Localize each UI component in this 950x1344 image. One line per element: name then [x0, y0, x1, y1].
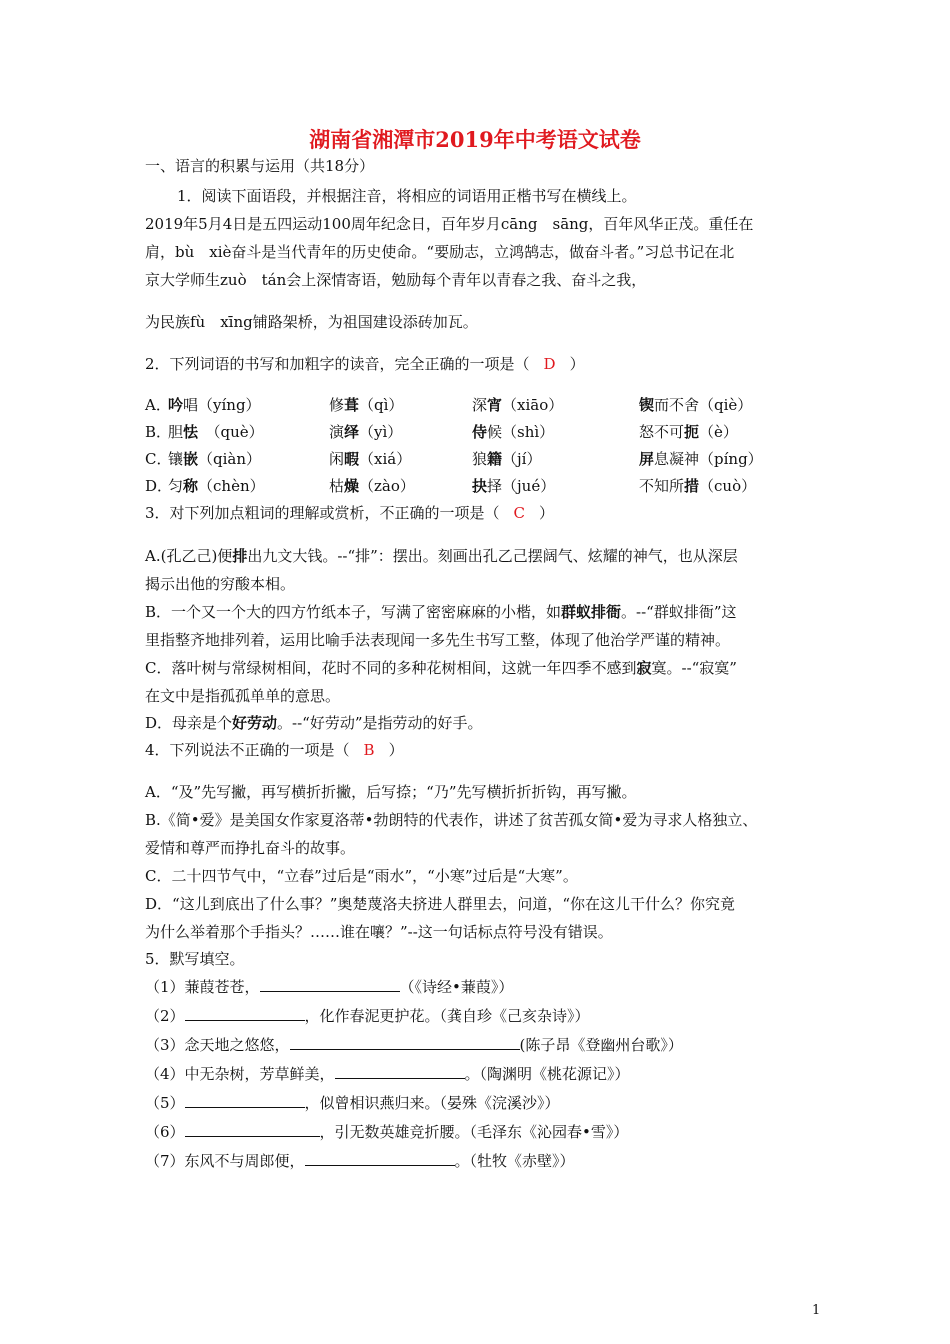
q4-prompt: 4．下列说法不正确的一项是（ B ）	[145, 741, 404, 759]
option-item: 匀称（chèn）	[168, 477, 265, 495]
q2-prompt-text: 2．下列词语的书写和加粗字的读音，完全正确的一项是（	[145, 355, 530, 373]
q3-answer: C	[513, 504, 526, 522]
q2-answer: D	[543, 355, 556, 373]
q4-option: C．二十四节气中，“立春”过后是“雨水”，“小寒”过后是“大寒”。	[145, 867, 578, 885]
q3-option-b: B．一个又一个大的四方竹纸本子，写满了密密麻麻的小楷，如群蚁排衙。--“群蚁排衙”这	[145, 603, 737, 621]
answer-blank[interactable]	[185, 1122, 320, 1137]
answer-blank[interactable]	[185, 1006, 305, 1021]
q5-prompt: 5．默写填空。	[145, 950, 245, 968]
fill-item: （5） ，似曾相识燕归来。（晏殊《浣溪沙》）	[145, 1094, 560, 1112]
option-item: 狼籍（jí）	[472, 450, 542, 468]
option-item: 锲而不舍（qiè）	[639, 396, 753, 414]
page-number: 1	[812, 1303, 821, 1318]
option-item: 屏息凝神（píng）	[639, 450, 763, 468]
option-label: B．	[145, 423, 172, 441]
option-item: 修葺（qì）	[329, 396, 404, 414]
fill-item: （1）蒹葭苍苍， （《诗经•蒹葭》）	[145, 978, 514, 996]
section-heading: 一、语言的积累与运用（共18分）	[145, 157, 375, 175]
q1-line: 京大学师生zuò tán会上深情寄语，勉励每个青年以青春之我、奋斗之我，	[145, 271, 647, 289]
option-label: A．	[145, 396, 171, 414]
q1-line: 2019年5月4日是五四运动100周年纪念日，百年岁月cāng sāng，百年风华正茂。重任在	[145, 215, 754, 233]
q3-option-c: C．落叶树与常绿树相间，花时不同的多种花树相间，这就一年四季不感到寂寞。--“寂寞”	[145, 659, 737, 677]
q3-option-b-cont: 里指整齐地排列着，运用比喻手法表现闻一多先生书写工整，体现了他治学严谨的精神。	[145, 631, 731, 649]
option-label: D．	[145, 477, 173, 495]
q2-close: ）	[569, 355, 585, 373]
option-label: C．	[145, 450, 172, 468]
q4-answer: B	[363, 741, 375, 759]
q4-option: D．“这儿到底出了什么事？”奥楚蔑洛夫挤进人群里去，问道，“你在这儿干什么？你究竟	[145, 895, 736, 913]
q3-option-a: A.(孔乙己)便排出九文大钱。--“排”：摆出。刻画出孔乙己摆阔气、炫耀的神气，也从深层	[145, 547, 738, 565]
q3-option-d: D．母亲是个好劳动。--“好劳动”是指劳动的好手。	[145, 714, 483, 732]
q3-option-c-cont: 在文中是指孤孤单单的意思。	[145, 687, 341, 705]
option-item: 不知所措（cuò）	[639, 477, 757, 495]
answer-blank[interactable]	[335, 1064, 465, 1079]
option-item: 胆怯 （què）	[168, 423, 264, 441]
option-item: 侍候（shì）	[472, 423, 555, 441]
option-item: 抉择（jué）	[472, 477, 556, 495]
option-item: 演绎（yì）	[329, 423, 403, 441]
fill-item: （4）中无杂树，芳草鲜美， 。（陶渊明《桃花源记》）	[145, 1065, 630, 1083]
q1-prompt: 1．阅读下面语段，并根据注音，将相应的词语用正楷书写在横线上。	[177, 187, 637, 205]
q4-option: 爱情和尊严而挣扎奋斗的故事。	[145, 839, 356, 857]
option-item: 怒不可扼（è）	[639, 423, 738, 441]
q4-option: 为什么举着那个手指头？……谁在嚷？”--这一句话标点符号没有错误。	[145, 923, 613, 941]
option-item: 枯燥（zào）	[329, 477, 415, 495]
fill-item: （3）念天地之悠悠， (陈子昂《登幽州台歌》）	[145, 1036, 683, 1054]
answer-blank[interactable]	[305, 1151, 455, 1166]
q1-line: 为民族fù xīng铺路架桥，为祖国建设添砖加瓦。	[145, 313, 478, 331]
q1-line: 肩，bù xiè奋斗是当代青年的历史使命。“要励志，立鸿鹄志，做奋斗者。”习总书记在北	[145, 243, 735, 261]
q3-prompt: 3．对下列加点粗词的理解或赏析，不正确的一项是（ C ）	[145, 504, 555, 522]
option-item: 镶嵌（qiàn）	[168, 450, 262, 468]
fill-item: （2） ，化作春泥更护花。（龚自珍《己亥杂诗》）	[145, 1007, 590, 1025]
q4-option: B.《简•爱》是美国女作家夏洛蒂•勃朗特的代表作，讲述了贫苦孤女简•爱为寻求人格独立、	[145, 811, 758, 829]
option-item: 闲暇（xiá）	[329, 450, 412, 468]
answer-blank[interactable]	[260, 977, 400, 992]
answer-blank[interactable]	[185, 1093, 305, 1108]
fill-item: （6） ，引无数英雄竞折腰。（毛泽东《沁园春•雪》）	[145, 1123, 629, 1141]
q2-prompt	[145, 354, 585, 374]
option-item: 吟唱（yíng）	[168, 396, 261, 414]
fill-item: （7）东风不与周郎便， 。（牡牧《赤壁》）	[145, 1152, 575, 1170]
q3-option-a-cont: 揭示出他的穷酸本相。	[145, 575, 296, 593]
option-item: 深宵（xiāo）	[472, 396, 564, 414]
page-title: 湖南省湘潭市2019年中考语文试卷	[309, 127, 641, 152]
q4-option: A．“及”先写撇，再写横折折撇，后写捺；“乃”先写横折折折钩，再写撇。	[145, 783, 637, 801]
answer-blank[interactable]	[290, 1035, 520, 1050]
